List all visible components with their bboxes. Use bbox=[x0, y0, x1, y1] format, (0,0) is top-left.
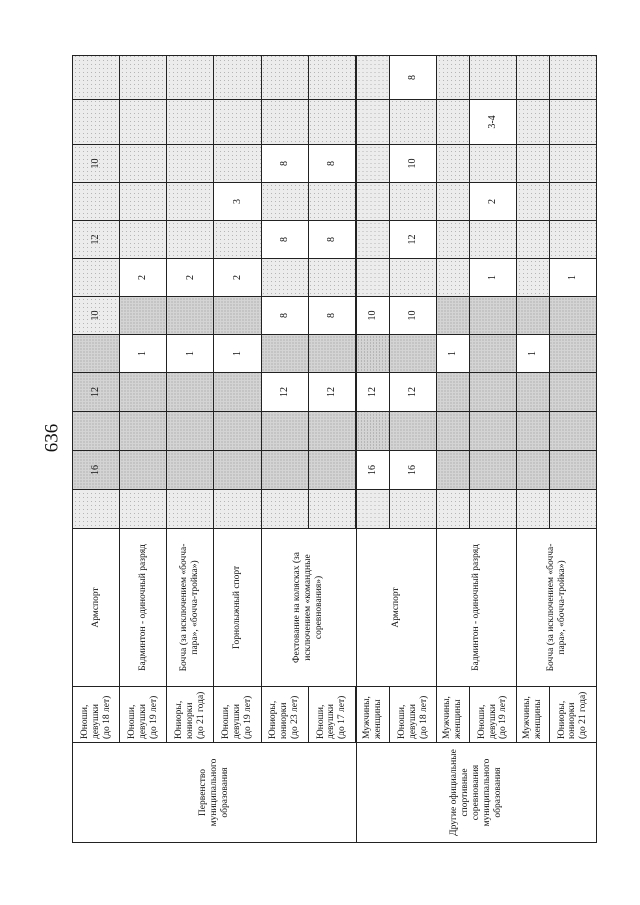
age-group-cell: Юниоры, юниорки (до 23 лет) bbox=[261, 687, 308, 743]
value-cell: 10 bbox=[390, 145, 437, 183]
value-cell: 10 bbox=[73, 145, 120, 183]
value-cell bbox=[356, 100, 389, 145]
value-cell bbox=[73, 56, 120, 100]
value-cell bbox=[308, 451, 356, 490]
value-cell bbox=[120, 221, 167, 259]
value-cell bbox=[214, 451, 261, 490]
value-cell bbox=[120, 145, 167, 183]
table-row bbox=[549, 56, 596, 843]
value-cell bbox=[469, 490, 516, 529]
discipline-cell: Фехтование на колясках (за исключением «командные соревнования») bbox=[261, 529, 356, 687]
table-row bbox=[356, 56, 389, 843]
value-cell bbox=[214, 297, 261, 335]
value-cell bbox=[120, 183, 167, 221]
value-cell bbox=[356, 145, 389, 183]
table-row bbox=[167, 56, 214, 843]
table-row bbox=[517, 56, 550, 843]
value-cell bbox=[167, 100, 214, 145]
table-row bbox=[73, 56, 120, 843]
value-cell bbox=[517, 451, 550, 490]
value-cell: 8 bbox=[308, 297, 356, 335]
value-cell bbox=[517, 297, 550, 335]
value-cell bbox=[308, 259, 356, 297]
age-group-cell: Юниоры, юниорки (до 21 года) bbox=[549, 687, 596, 743]
discipline-cell: Армспорт bbox=[73, 529, 120, 687]
value-cell bbox=[549, 373, 596, 412]
age-group-cell: Юноши, девушки (до 18 лет) bbox=[73, 687, 120, 743]
value-cell: 12 bbox=[308, 373, 356, 412]
value-cell bbox=[390, 335, 437, 373]
age-group-cell: Юноши, девушки (до 17 лет) bbox=[308, 687, 356, 743]
value-cell: 2 bbox=[469, 183, 516, 221]
value-cell bbox=[356, 335, 389, 373]
table-row bbox=[437, 56, 470, 843]
value-cell bbox=[437, 259, 470, 297]
value-cell: 12 bbox=[390, 221, 437, 259]
value-cell bbox=[390, 183, 437, 221]
value-cell bbox=[167, 490, 214, 529]
value-cell bbox=[356, 259, 389, 297]
value-cell bbox=[517, 183, 550, 221]
table-row bbox=[214, 56, 261, 843]
value-cell bbox=[390, 259, 437, 297]
value-cell bbox=[517, 100, 550, 145]
value-cell bbox=[549, 490, 596, 529]
value-cell bbox=[167, 145, 214, 183]
value-cell: 10 bbox=[73, 297, 120, 335]
value-cell bbox=[261, 259, 308, 297]
table-row bbox=[469, 56, 516, 843]
sports-ranks-table bbox=[72, 55, 597, 843]
value-cell bbox=[120, 297, 167, 335]
value-cell bbox=[549, 221, 596, 259]
value-cell bbox=[517, 490, 550, 529]
value-cell bbox=[437, 451, 470, 490]
value-cell bbox=[517, 56, 550, 100]
age-group-cell: Юниоры, юниорки (до 21 года) bbox=[167, 687, 214, 743]
value-cell: 16 bbox=[73, 451, 120, 490]
value-cell bbox=[261, 490, 308, 529]
value-cell: 12 bbox=[73, 373, 120, 412]
value-cell bbox=[517, 145, 550, 183]
value-cell bbox=[549, 100, 596, 145]
value-cell bbox=[73, 412, 120, 451]
value-cell bbox=[549, 335, 596, 373]
value-cell bbox=[214, 373, 261, 412]
discipline-cell: Бочча (за исключением «бочча-пара», «бочча-тройка») bbox=[517, 529, 597, 687]
value-cell bbox=[167, 412, 214, 451]
age-group-cell: Мужчины, женщины bbox=[356, 687, 389, 743]
value-cell bbox=[469, 451, 516, 490]
value-cell bbox=[469, 221, 516, 259]
value-cell bbox=[517, 259, 550, 297]
value-cell bbox=[469, 56, 516, 100]
value-cell: 8 bbox=[390, 56, 437, 100]
value-cell: 1 bbox=[214, 335, 261, 373]
value-cell: 8 bbox=[261, 221, 308, 259]
value-cell: 3-4 bbox=[469, 100, 516, 145]
discipline-cell: Армспорт bbox=[356, 529, 437, 687]
age-group-cell: Юноши, девушки (до 18 лет) bbox=[390, 687, 437, 743]
value-cell bbox=[437, 56, 470, 100]
value-cell bbox=[469, 145, 516, 183]
value-cell: 8 bbox=[308, 145, 356, 183]
value-cell bbox=[308, 183, 356, 221]
value-cell bbox=[308, 56, 356, 100]
discipline-cell: Горнолыжный спорт bbox=[214, 529, 261, 687]
value-cell: 1 bbox=[517, 335, 550, 373]
value-cell bbox=[549, 451, 596, 490]
value-cell bbox=[517, 412, 550, 451]
value-cell: 2 bbox=[214, 259, 261, 297]
table-row bbox=[261, 56, 308, 843]
table-row bbox=[308, 56, 356, 843]
age-group-cell: Юноши, девушки (до 19 лет) bbox=[214, 687, 261, 743]
value-cell bbox=[437, 490, 470, 529]
value-cell: 1 bbox=[167, 335, 214, 373]
value-cell bbox=[437, 297, 470, 335]
value-cell bbox=[437, 221, 470, 259]
value-cell bbox=[73, 183, 120, 221]
value-cell bbox=[214, 145, 261, 183]
value-cell bbox=[120, 56, 167, 100]
value-cell bbox=[469, 412, 516, 451]
value-cell bbox=[261, 412, 308, 451]
value-cell bbox=[390, 100, 437, 145]
value-cell: 12 bbox=[73, 221, 120, 259]
value-cell bbox=[261, 183, 308, 221]
value-cell: 1 bbox=[469, 259, 516, 297]
value-cell: 1 bbox=[120, 335, 167, 373]
value-cell bbox=[214, 490, 261, 529]
value-cell: 12 bbox=[261, 373, 308, 412]
value-cell bbox=[167, 183, 214, 221]
value-cell bbox=[308, 490, 356, 529]
value-cell bbox=[167, 297, 214, 335]
value-cell bbox=[469, 335, 516, 373]
value-cell bbox=[120, 373, 167, 412]
value-cell bbox=[390, 490, 437, 529]
value-cell bbox=[167, 221, 214, 259]
value-cell bbox=[261, 100, 308, 145]
value-cell bbox=[308, 335, 356, 373]
value-cell bbox=[120, 100, 167, 145]
value-cell bbox=[356, 183, 389, 221]
value-cell bbox=[356, 56, 389, 100]
value-cell bbox=[73, 100, 120, 145]
discipline-cell: Бочча (за исключением «бочча-пара», «бочча-тройка») bbox=[167, 529, 214, 687]
value-cell bbox=[120, 451, 167, 490]
age-group-cell: Мужчины, женщины bbox=[517, 687, 550, 743]
value-cell: 12 bbox=[356, 373, 389, 412]
value-cell bbox=[214, 412, 261, 451]
value-cell bbox=[73, 335, 120, 373]
value-cell: 16 bbox=[356, 451, 389, 490]
value-cell bbox=[308, 100, 356, 145]
value-cell bbox=[437, 100, 470, 145]
value-cell: 12 bbox=[390, 373, 437, 412]
discipline-cell: Бадминтон - одиночный разряд bbox=[120, 529, 167, 687]
value-cell bbox=[549, 145, 596, 183]
rotated-table-wrapper bbox=[72, 56, 597, 843]
age-group-cell: Мужчины, женщины bbox=[437, 687, 470, 743]
value-cell bbox=[437, 183, 470, 221]
value-cell: 2 bbox=[120, 259, 167, 297]
value-cell bbox=[308, 412, 356, 451]
value-cell bbox=[549, 56, 596, 100]
value-cell bbox=[261, 335, 308, 373]
page-number: 636 bbox=[41, 423, 63, 453]
competition-group-cell: Первенство муниципального образования bbox=[73, 743, 357, 843]
value-cell: 8 bbox=[261, 297, 308, 335]
value-cell: 8 bbox=[261, 145, 308, 183]
value-cell bbox=[437, 373, 470, 412]
value-cell: 10 bbox=[390, 297, 437, 335]
value-cell bbox=[261, 56, 308, 100]
value-cell bbox=[120, 490, 167, 529]
value-cell bbox=[73, 490, 120, 529]
value-cell: 16 bbox=[390, 451, 437, 490]
value-cell bbox=[73, 259, 120, 297]
value-cell: 3 bbox=[214, 183, 261, 221]
value-cell bbox=[517, 373, 550, 412]
value-cell bbox=[437, 145, 470, 183]
value-cell bbox=[167, 373, 214, 412]
value-cell bbox=[437, 412, 470, 451]
value-cell bbox=[469, 373, 516, 412]
value-cell bbox=[356, 221, 389, 259]
value-cell bbox=[469, 297, 516, 335]
value-cell bbox=[167, 451, 214, 490]
value-cell bbox=[261, 451, 308, 490]
value-cell: 1 bbox=[549, 259, 596, 297]
value-cell bbox=[214, 56, 261, 100]
value-cell bbox=[549, 183, 596, 221]
value-cell bbox=[549, 412, 596, 451]
value-cell bbox=[214, 221, 261, 259]
table-row bbox=[120, 56, 167, 843]
value-cell: 10 bbox=[356, 297, 389, 335]
value-cell bbox=[167, 56, 214, 100]
value-cell bbox=[356, 412, 389, 451]
age-group-cell: Юноши, девушки (до 19 лет) bbox=[469, 687, 516, 743]
value-cell bbox=[517, 221, 550, 259]
discipline-cell: Бадминтон - одиночный разряд bbox=[437, 529, 517, 687]
value-cell bbox=[549, 297, 596, 335]
value-cell bbox=[214, 100, 261, 145]
age-group-cell: Юноши, девушки (до 19 лет) bbox=[120, 687, 167, 743]
value-cell: 8 bbox=[308, 221, 356, 259]
value-cell: 2 bbox=[167, 259, 214, 297]
value-cell bbox=[390, 412, 437, 451]
table-row bbox=[390, 56, 437, 843]
value-cell bbox=[120, 412, 167, 451]
value-cell: 1 bbox=[437, 335, 470, 373]
competition-group-cell: Другие официальные спортивные соревнования муниципального образования bbox=[356, 743, 596, 843]
value-cell bbox=[356, 490, 389, 529]
